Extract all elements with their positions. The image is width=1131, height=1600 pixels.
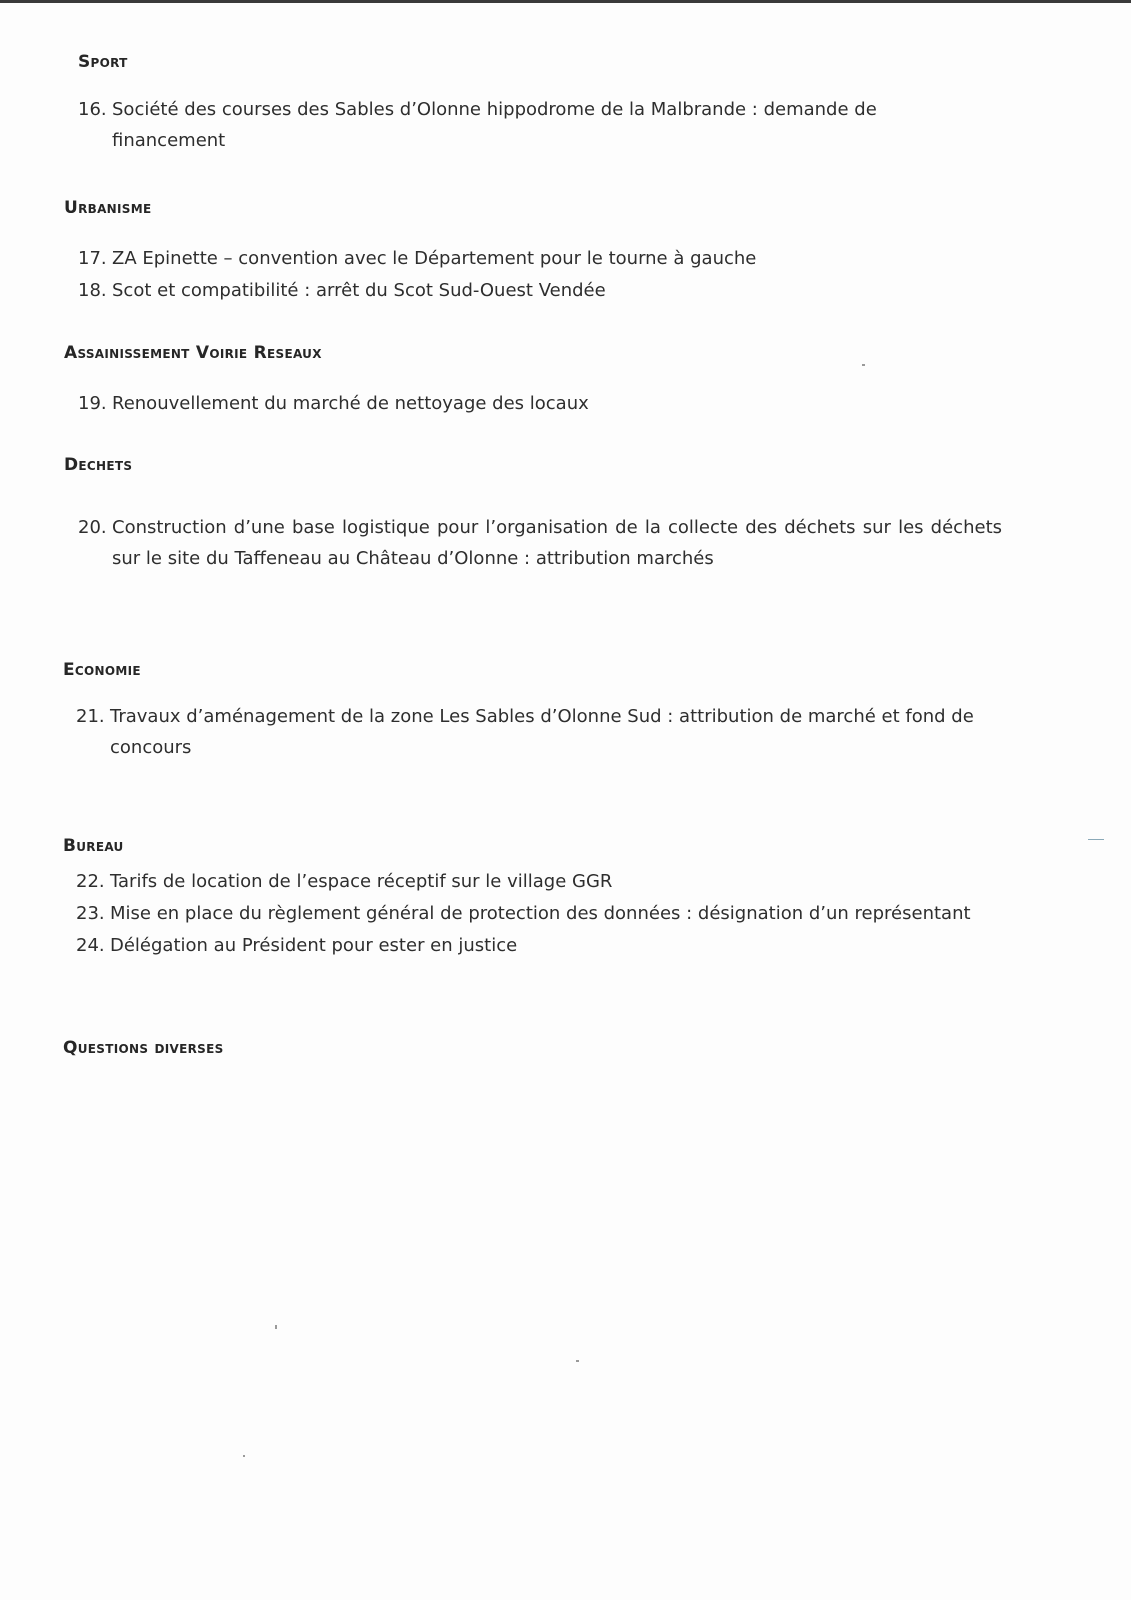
section-heading-dechets: Dechets: [64, 455, 133, 475]
scan-speck: [862, 364, 865, 366]
item-text: Tarifs de location de l’espace réceptif sur le village GGR: [110, 871, 613, 892]
item-number: 20.: [78, 517, 107, 538]
item-text: Société des courses des Sables d’Olonne hippodrome de la Malbrande : demande de financement: [112, 99, 877, 151]
item-number: 18.: [78, 280, 107, 301]
item-text: Travaux d’aménagement de la zone Les Sables d’Olonne Sud : attribution de marché et fond de concours: [110, 706, 974, 758]
item-number: 22.: [76, 871, 105, 892]
item-text: Mise en place du règlement général de protection des données : désignation d’un représentant: [110, 903, 971, 924]
item-text: Construction d’une base logistique pour l’organisation de la collecte des déchets sur les déchets sur le site du Taffeneau au Château d’Olonne : attribution marchés: [112, 517, 1002, 569]
scan-speck: [243, 1455, 245, 1457]
agenda-item-21: [76, 701, 1006, 763]
agenda-item-22: [76, 866, 1016, 897]
scan-speck: [1088, 839, 1104, 840]
item-text: ZA Epinette – convention avec le Département pour le tourne à gauche: [112, 248, 757, 269]
item-number: 23.: [76, 903, 105, 924]
section-heading-bureau: Bureau: [63, 836, 124, 856]
agenda-item-20: [78, 512, 1002, 574]
item-number: 24.: [76, 935, 105, 956]
agenda-item-19: [78, 388, 958, 419]
item-number: 16.: [78, 99, 107, 120]
section-heading-sport: Sport: [78, 52, 128, 72]
scan-top-edge: [0, 0, 1131, 3]
agenda-item-16: [78, 94, 898, 156]
section-heading-questions-diverses: Questions diverses: [63, 1038, 224, 1058]
section-heading-urbanisme: Urbanisme: [64, 198, 152, 218]
item-number: 19.: [78, 393, 107, 414]
scan-speck: [275, 1325, 277, 1329]
agenda-item-18: [78, 275, 958, 306]
agenda-item-17: [78, 243, 958, 274]
item-text: Scot et compatibilité : arrêt du Scot Sud-Ouest Vendée: [112, 280, 606, 301]
agenda-item-24: [76, 930, 1016, 961]
item-text: Renouvellement du marché de nettoyage des locaux: [112, 393, 589, 414]
item-number: 17.: [78, 248, 107, 269]
item-number: 21.: [76, 706, 105, 727]
agenda-item-23: [76, 898, 1076, 929]
section-heading-economie: Economie: [63, 660, 141, 680]
section-heading-assainissement: Assainissement Voirie Reseaux: [64, 343, 322, 363]
scan-speck: [576, 1360, 579, 1362]
item-text: Délégation au Président pour ester en justice: [110, 935, 518, 956]
